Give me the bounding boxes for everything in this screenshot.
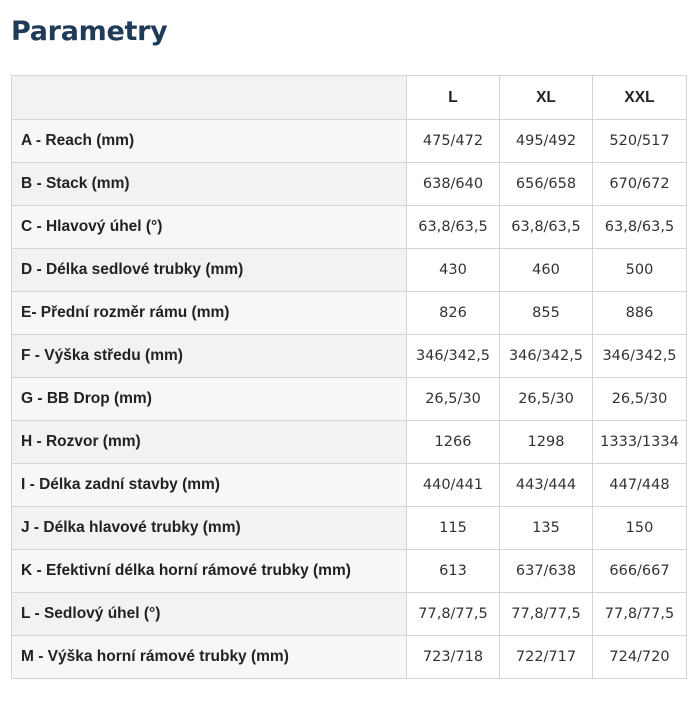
- row-label: B - Stack (mm): [12, 163, 407, 206]
- row-label: C - Hlavový úhel (°): [12, 206, 407, 249]
- value-xl: 637/638: [500, 550, 593, 593]
- table-row: [12, 636, 687, 679]
- row-label: I - Délka zadní stavby (mm): [12, 464, 407, 507]
- table-row: [12, 292, 687, 335]
- value-xl: 722/717: [500, 636, 593, 679]
- row-label: F - Výška středu (mm): [12, 335, 407, 378]
- value-xl: 26,5/30: [500, 378, 593, 421]
- table-row: [12, 335, 687, 378]
- value-xl: 63,8/63,5: [500, 206, 593, 249]
- value-xxl: 346/342,5: [593, 335, 687, 378]
- value-xl: 443/444: [500, 464, 593, 507]
- value-xl: 495/492: [500, 120, 593, 163]
- header-size-xl: XL: [500, 76, 593, 120]
- value-xxl: 724/720: [593, 636, 687, 679]
- value-xxl: 670/672: [593, 163, 687, 206]
- value-xxl: 886: [593, 292, 687, 335]
- row-label: L - Sedlový úhel (°): [12, 593, 407, 636]
- value-l: 77,8/77,5: [407, 593, 500, 636]
- table-row: [12, 206, 687, 249]
- table-row: [12, 421, 687, 464]
- table-row: [12, 378, 687, 421]
- table-header-row: [12, 76, 687, 120]
- row-label: K - Efektivní délka horní rámové trubky (mm): [12, 550, 407, 593]
- value-l: 723/718: [407, 636, 500, 679]
- header-size-xxl: XXL: [593, 76, 687, 120]
- value-xxl: 77,8/77,5: [593, 593, 687, 636]
- table-row: [12, 593, 687, 636]
- value-l: 430: [407, 249, 500, 292]
- row-label: H - Rozvor (mm): [12, 421, 407, 464]
- value-xl: 135: [500, 507, 593, 550]
- value-xl: 855: [500, 292, 593, 335]
- value-l: 346/342,5: [407, 335, 500, 378]
- table-row: [12, 507, 687, 550]
- value-l: 26,5/30: [407, 378, 500, 421]
- value-l: 440/441: [407, 464, 500, 507]
- value-l: 475/472: [407, 120, 500, 163]
- row-label: A - Reach (mm): [12, 120, 407, 163]
- value-l: 826: [407, 292, 500, 335]
- value-xl: 77,8/77,5: [500, 593, 593, 636]
- value-xxl: 1333/1334: [593, 421, 687, 464]
- value-l: 638/640: [407, 163, 500, 206]
- row-label: D - Délka sedlové trubky (mm): [12, 249, 407, 292]
- value-l: 63,8/63,5: [407, 206, 500, 249]
- value-xl: 656/658: [500, 163, 593, 206]
- value-xl: 460: [500, 249, 593, 292]
- value-l: 115: [407, 507, 500, 550]
- value-l: 613: [407, 550, 500, 593]
- value-xl: 346/342,5: [500, 335, 593, 378]
- header-blank-cell: [12, 76, 407, 120]
- table-row: [12, 249, 687, 292]
- row-label: G - BB Drop (mm): [12, 378, 407, 421]
- value-xl: 1298: [500, 421, 593, 464]
- geometry-table: [11, 75, 687, 679]
- value-xxl: 150: [593, 507, 687, 550]
- value-l: 1266: [407, 421, 500, 464]
- table-row: [12, 163, 687, 206]
- value-xxl: 26,5/30: [593, 378, 687, 421]
- value-xxl: 666/667: [593, 550, 687, 593]
- table-row: [12, 550, 687, 593]
- table-row: [12, 120, 687, 163]
- value-xxl: 520/517: [593, 120, 687, 163]
- table-row: [12, 464, 687, 507]
- value-xxl: 447/448: [593, 464, 687, 507]
- header-size-l: L: [407, 76, 500, 120]
- row-label: M - Výška horní rámové trubky (mm): [12, 636, 407, 679]
- row-label: J - Délka hlavové trubky (mm): [12, 507, 407, 550]
- value-xxl: 500: [593, 249, 687, 292]
- row-label: E- Přední rozměr rámu (mm): [12, 292, 407, 335]
- page-title: Parametry: [11, 16, 168, 47]
- value-xxl: 63,8/63,5: [593, 206, 687, 249]
